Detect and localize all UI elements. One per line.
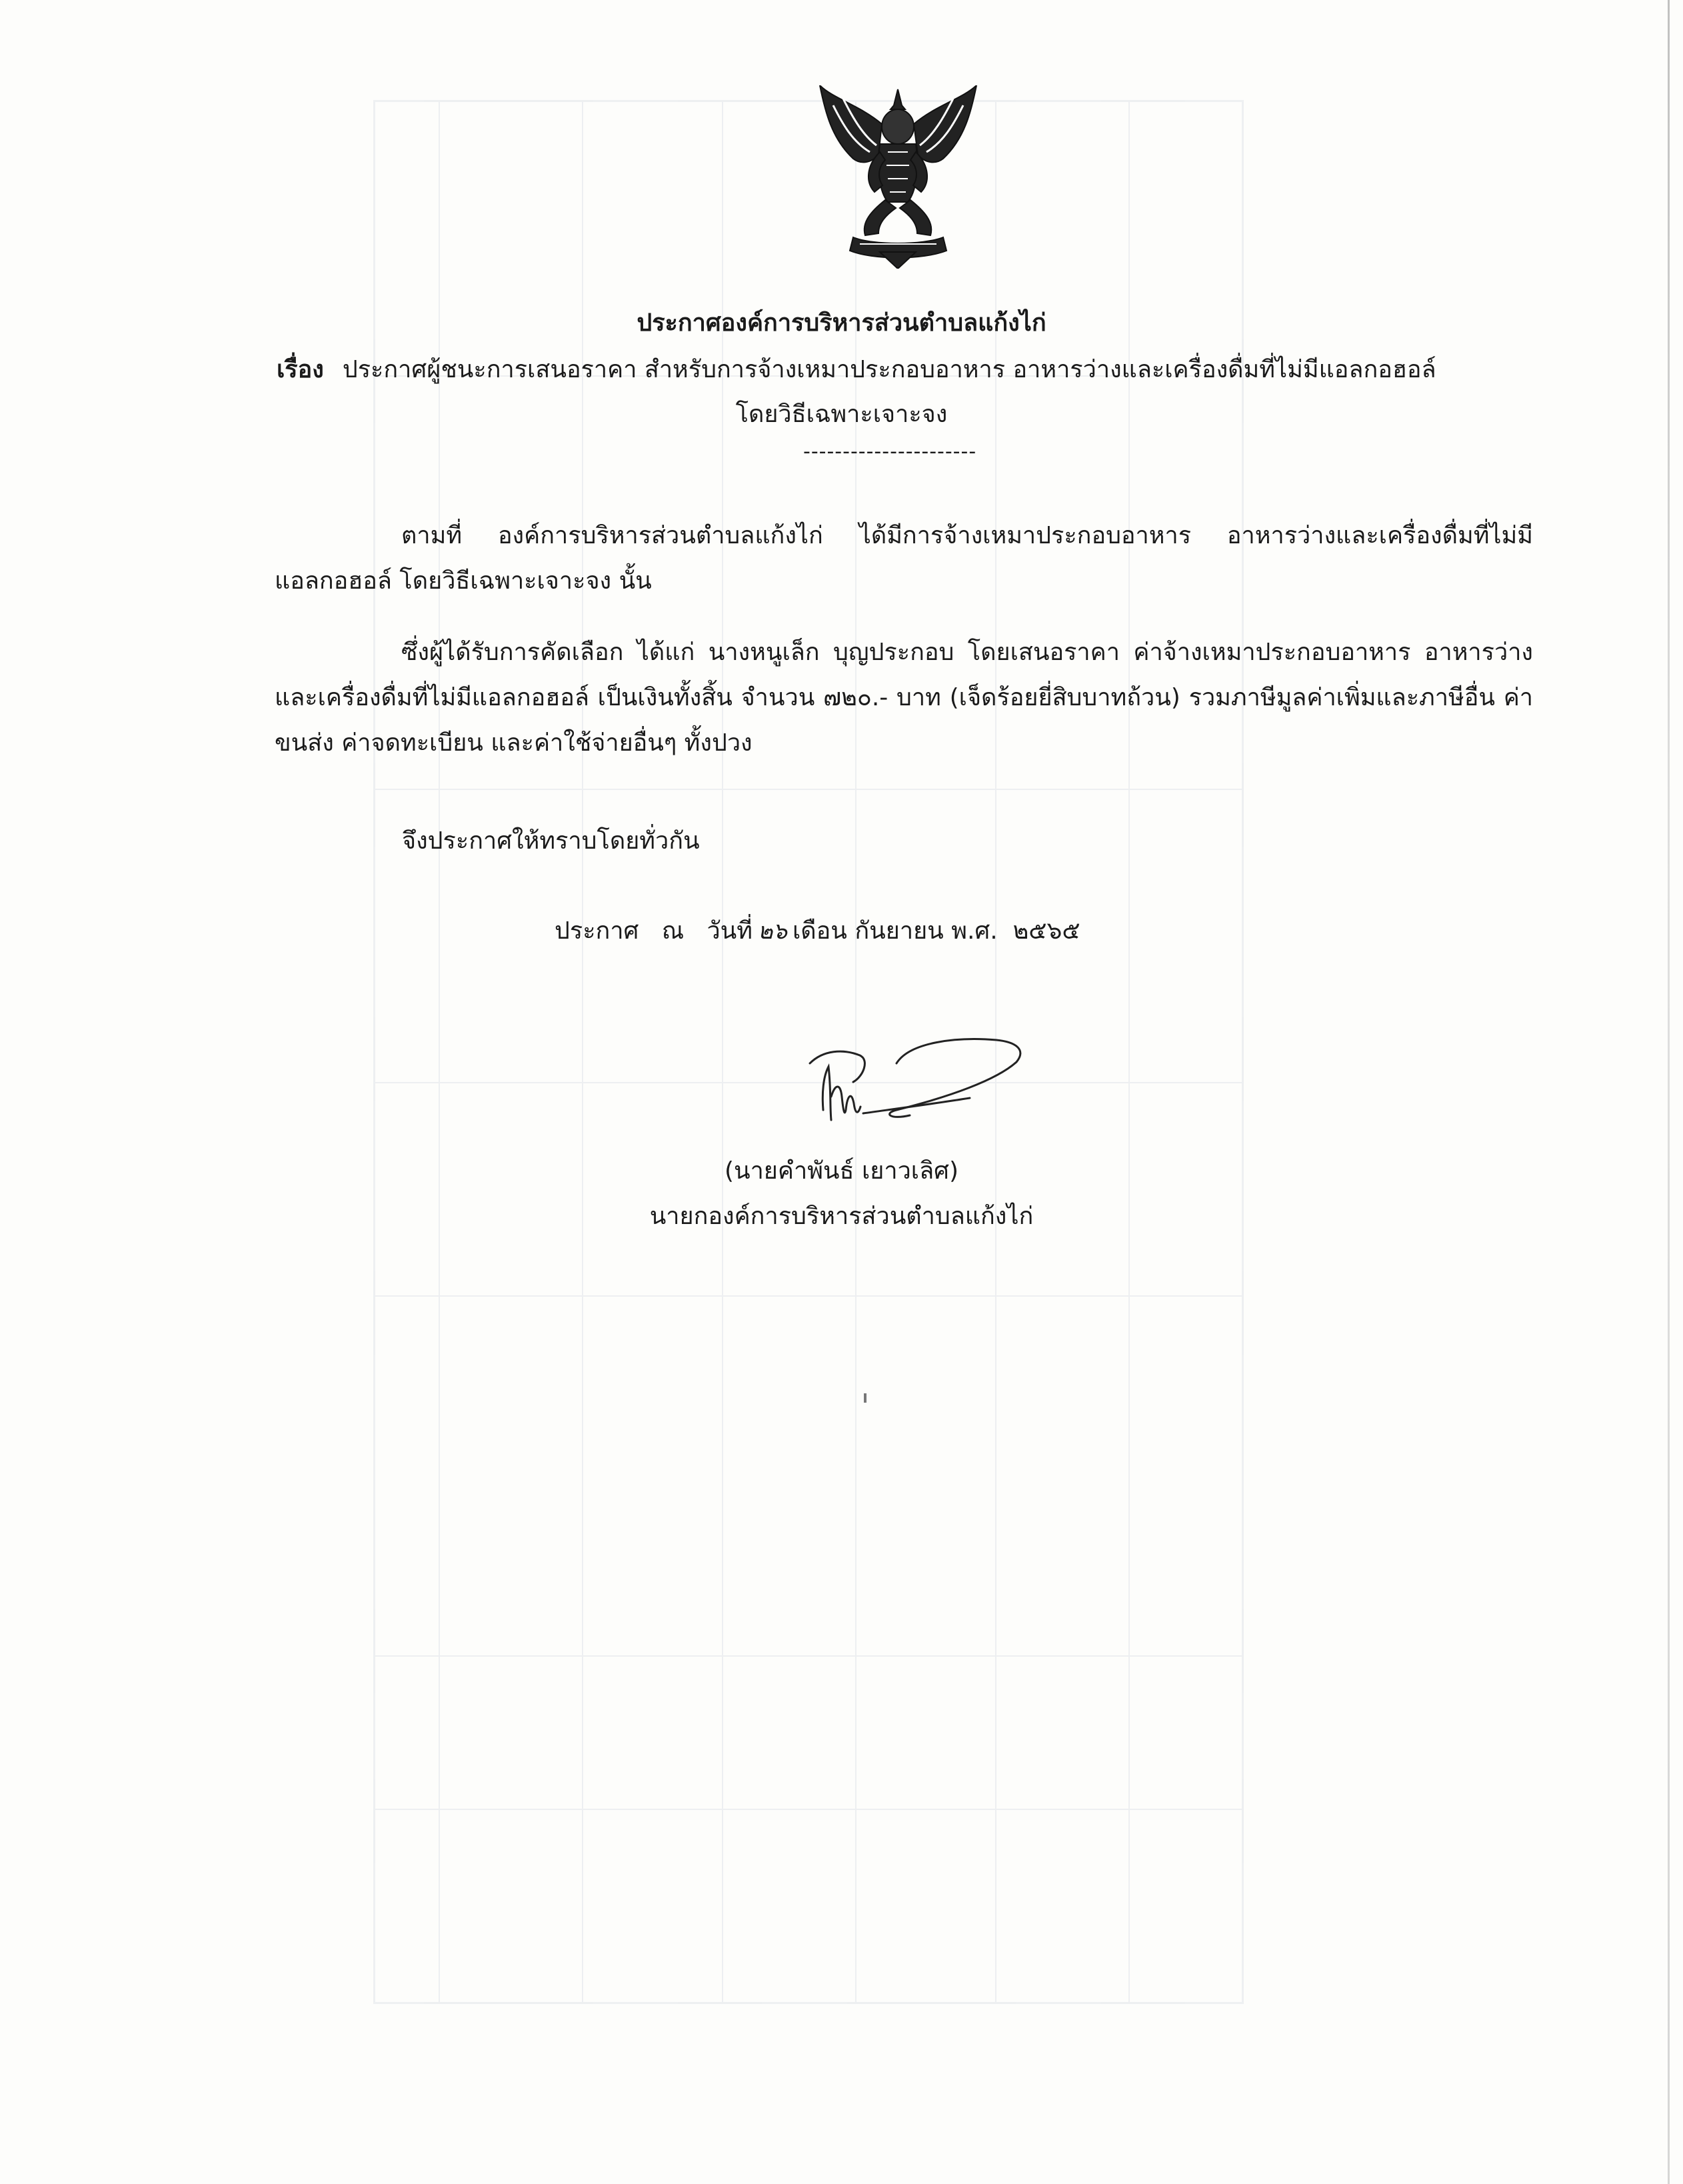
signer-name: (นายคำพันธ์ เยาวเลิศ) [724, 1157, 959, 1185]
subject-line [277, 350, 1436, 388]
date-suffix: เดือน กันยายน พ.ศ. ๒๕๖๕ [793, 917, 1080, 945]
body-paragraph-2: ซึ่งผู้ได้รับการคัดเลือก ได้แก่ นางหนูเล็ก บุญประกอบ โดยเสนอราคา ค่าจ้างเหมาประกอบอาหาร อาหารว่างและเครื่องดื่มที่ไม่มีแอลกอฮอล์ เป็นเงินทั้งสิ้น จำนวน ๗๒๐.- บาท (เจ็ดร้อยยี่สิบบาทถ้วน) รวมภาษีมูลค่าเพิ่มและภาษีอื่น ค่าขนส่ง ค่าจดทะเบียน และค่าใช้จ่ายอื่นๆ ทั้งปวง [275, 639, 1533, 757]
signer-position: นายกองค์การบริหารส่วนตำบลแก้งไก่ [649, 1203, 1034, 1230]
date-prefix: ประกาศ ณ วันที่ [555, 917, 753, 945]
subject-label: เรื่อง [277, 356, 324, 383]
org-title: ประกาศองค์การบริหารส่วนตำบลแก้งไก่ [637, 309, 1046, 337]
subject-text: ประกาศผู้ชนะการเสนอราคา สำหรับการจ้างเหมาประกอบอาหาร อาหารว่างและเครื่องดื่มที่ไม่มีแอลกอฮอล์ [342, 356, 1436, 383]
subject-continuation: โดยวิธีเฉพาะเจาะจง [735, 401, 948, 428]
body-paragraph-3: จึงประกาศให้ทราบโดยทั่วกัน [402, 827, 700, 855]
dashed-separator: ---------------------- [803, 440, 977, 463]
garuda-emblem [813, 85, 983, 269]
body-paragraph-1: ตามที่ องค์การบริหารส่วนตำบลแก้งไก่ ได้มีการจ้างเหมาประกอบอาหาร อาหารว่างและเครื่องดื่มที่ไม่มี แอลกอฮอล์ โดยวิธีเฉพาะเจาะจง นั้น [275, 522, 1533, 595]
handwritten-day: ๒๖ [758, 918, 787, 945]
scan-speck [864, 1393, 866, 1403]
announcement-date [555, 911, 1080, 949]
handwritten-signature [797, 1030, 1036, 1147]
